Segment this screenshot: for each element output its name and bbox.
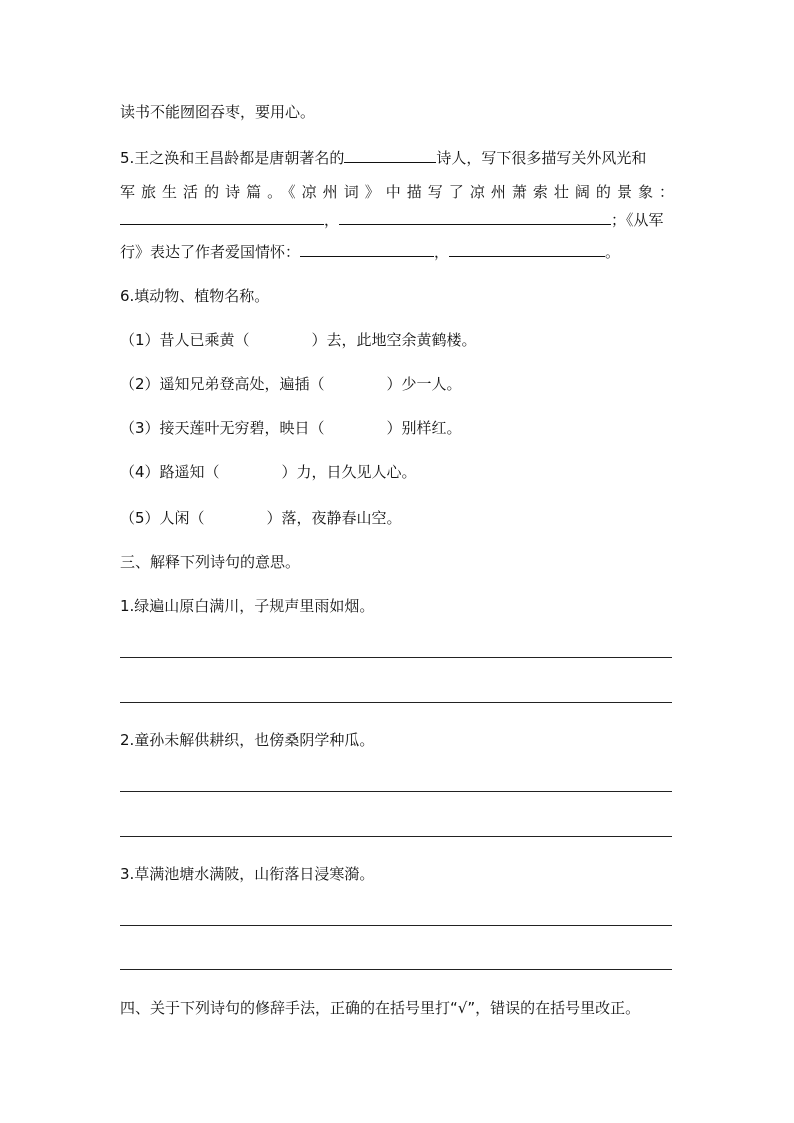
q6-item <box>120 508 402 528</box>
q6-item <box>120 330 477 350</box>
answer-line[interactable] <box>120 702 672 703</box>
section3-title: 三、解释下列诗句的意思。 <box>120 553 301 571</box>
answer-line[interactable] <box>120 925 672 926</box>
q5-line1 <box>120 148 646 168</box>
q6-item <box>120 462 417 482</box>
q6-item-prefix: （3）接天莲叶无穷碧，映日（ <box>120 419 325 437</box>
q6-item-suffix: ）落，夜静春山空。 <box>266 509 402 527</box>
q5-text-3b: ；《从军 <box>611 211 664 229</box>
q6-item-suffix: ）力，日久见人心。 <box>281 463 417 481</box>
q6-item-prefix: （5）人闲（ <box>120 509 205 527</box>
q5-line3 <box>120 210 664 230</box>
q5-text-1b: 诗人，写下很多描写关外风光和 <box>436 149 647 167</box>
section4-title: 四、关于下列诗句的修辞手法，正确的在括号里打“√”，错误的在括号里改正。 <box>120 999 641 1017</box>
section3-question: 3.草满池塘水满陂，山衔落日浸寒漪。 <box>120 865 375 883</box>
section3-question: 1.绿遍山原白满川，子规声里雨如烟。 <box>120 597 375 615</box>
q5-blank-congjun-1[interactable] <box>300 242 434 257</box>
q6-item-suffix: ）去，此地空余黄鹤楼。 <box>311 331 477 349</box>
q5-line2: 军旅生活的诗篇。《凉州词》中描写了凉州萧索壮阔的景象： <box>120 183 674 201</box>
q5-blank-congjun-2[interactable] <box>449 242 605 257</box>
q6-item <box>120 418 462 438</box>
section3-question: 2.童孙未解供耕织，也傍桑阴学种瓜。 <box>120 731 375 749</box>
answer-line[interactable] <box>120 836 672 837</box>
q5-blank-poet-type[interactable] <box>344 148 436 163</box>
q6-item <box>120 374 462 394</box>
intro-tail-text: 读书不能囫囵吞枣，要用心。 <box>120 103 316 121</box>
q6-item-prefix: （1）昔人已乘黄（ <box>120 331 250 349</box>
q6-item-suffix: ）少一人。 <box>386 375 462 393</box>
q5-blank-liangzhou-2[interactable] <box>339 210 611 225</box>
q5-comma-1: ， <box>324 211 340 229</box>
q6-item-suffix: ）别样红。 <box>386 419 462 437</box>
q5-period: 。 <box>605 243 621 261</box>
q6-item-prefix: （2）遥知兄弟登高处，遍插（ <box>120 375 325 393</box>
q5-line4 <box>120 242 620 262</box>
answer-line[interactable] <box>120 791 672 792</box>
q6-title: 6.填动物、植物名称。 <box>120 287 270 305</box>
q5-text-1a: 5.王之涣和王昌龄都是唐朝著名的 <box>120 149 345 167</box>
answer-line[interactable] <box>120 969 672 970</box>
answer-line[interactable] <box>120 657 672 658</box>
q5-text-4a: 行》表达了作者爱国情怀： <box>120 243 301 261</box>
q5-comma-2: ， <box>434 243 450 261</box>
q6-item-prefix: （4）路遥知（ <box>120 463 220 481</box>
q5-blank-liangzhou-1[interactable] <box>120 210 324 225</box>
